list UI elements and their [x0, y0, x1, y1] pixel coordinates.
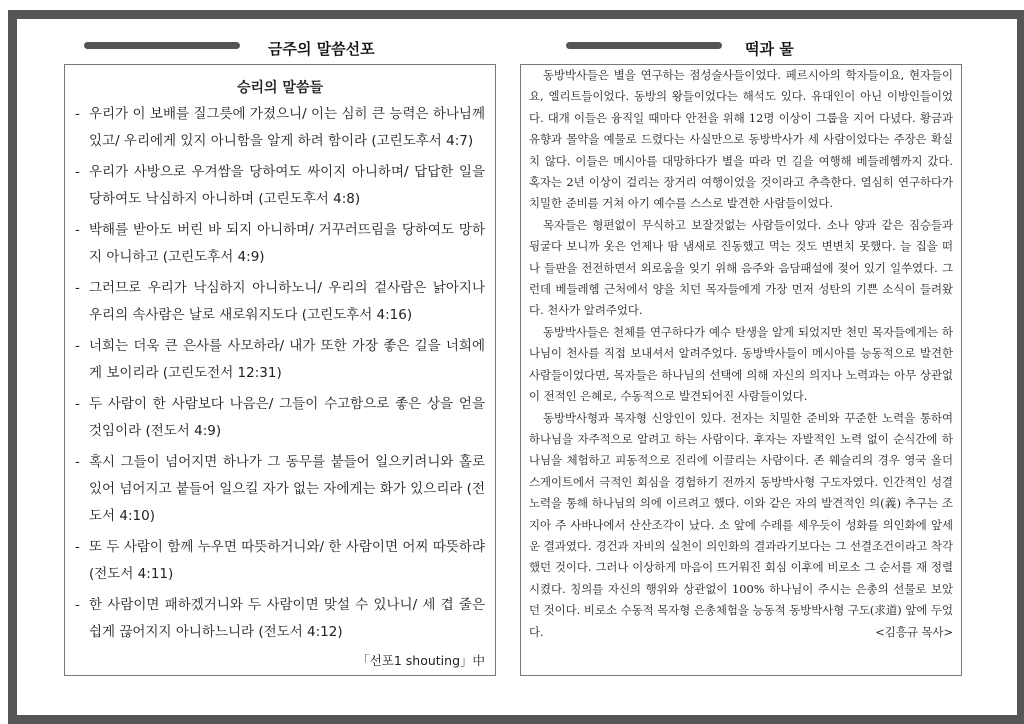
verses-title: 승리의 말씀들 — [236, 80, 324, 96]
essay-text — [521, 65, 961, 643]
verse-item — [65, 592, 495, 646]
bullet-dash: - — [75, 597, 80, 613]
verse-list — [65, 101, 495, 646]
bullet-dash: - — [75, 280, 80, 296]
left-heading-bar — [84, 42, 240, 49]
bullet-dash: - — [75, 222, 80, 238]
essay-paragraph — [529, 65, 953, 215]
bullet-dash: - — [75, 454, 80, 470]
verse-text: 두 사람이 한 사람보다 나음은/ 그들이 수고함으로 좋은 상을 얻을 것임이라 (전도서 4:9) — [89, 396, 485, 439]
bullet-dash: - — [75, 164, 80, 180]
bullet-dash: - — [75, 539, 80, 555]
verse-item — [65, 534, 495, 588]
verses-box — [64, 64, 496, 676]
verse-item — [65, 391, 495, 445]
paragraph-text: 동방박사들은 별을 연구하는 점성술사들이었다. 페르시아의 학자들이요, 현자들이요, 엘리트들이었다. 동방의 왕들이었다는 해석도 있다. 유대인이 아닌 이방인들이었다. 대개 이들은 융직일 때마다 안전을 위해 12명 이상이 그룹을 지어 다녔다. 황금과 유향과 몰약을 예물로 드렸다는 사실만으로 동방박사가 세 사람이었다는 주장은 확실치 않다. 이들은 메시아를 대망하다가 별을 따라 먼 길을 여행해 베들레헴까지 갔다. 혹자는 2년 이상이 걸리는 장거리 여행이었을 것이라고 추측한다. 열심히 연구하다가 치밀한 준비를 거쳐 아기 예수를 스스로 발견한 사람들이었다. — [529, 68, 953, 211]
bullet-dash: - — [75, 338, 80, 354]
verse-item — [65, 449, 495, 530]
verse-item — [65, 101, 495, 155]
bullet-dash: - — [75, 396, 80, 412]
verse-text: 우리가 사방으로 우겨쌈을 당하여도 싸이지 아니하며/ 답답한 일을 당하여도 낙심하지 아니하며 (고린도후서 4:8) — [89, 164, 485, 207]
verse-item — [65, 159, 495, 213]
verse-item — [65, 275, 495, 329]
verse-item — [65, 333, 495, 387]
author-signature: <김흥규 목사> — [875, 624, 953, 639]
essay-paragraph — [529, 322, 953, 408]
verse-text: 그러므로 우리가 낙심하지 아니하노니/ 우리의 겉사람은 낡아지나 우리의 속사람은 날로 새로워지도다 (고린도후서 4:16) — [89, 280, 485, 323]
verse-item — [65, 217, 495, 271]
paragraph-text: 동방박사들은 천체를 연구하다가 예수 탄생을 알게 되었지만 천민 목자들에게는 하나님이 천사를 직접 보내셔서 알려주었다. 동방박사들이 메시아를 능동적으로 발견한 사람들이었다면, 목자들은 하나님의 선택에 의해 자신의 의지나 노력과는 아무 상관없이 전적인 은혜로, 수동적으로 발견되어진 사람들이었다. — [529, 324, 953, 404]
essay-paragraph — [529, 408, 953, 643]
verse-text: 너희는 더욱 큰 은사를 사모하라/ 내가 또한 가장 좋은 길을 너희에게 보이리라 (고린도전서 12:31) — [89, 338, 485, 381]
paragraph-text: 동방박사형과 목자형 신앙인이 있다. 전자는 치밀한 준비와 꾸준한 노력을 통하여 하나님을 자주적으로 알려고 하는 사람이다. 후자는 자발적인 노력 없이 순식간에 하나님을 체험하고 피동적으로 진리에 이끌리는 사람이다. 존 웨슬리의 경우 영국 올더스게이트에서 극적인 회심을 경험하기 전까지 동방박사형 구도자였다. 인간적인 성결 노력을 통해 하나님의 의에 이르려고 했다. 이와 같은 자의 발견적인 의(義) 추구는 조지아 주 사바나에서 산산조각이 났다. 소 앞에 수레를 세우듯이 성화를 의인화에 앞세운 결과였다. 경건과 자비의 실천이 의인화의 결과라기보다는 그 선결조건이라고 착각했던 것이다. 그러나 이상하게 마음이 뜨거워진 회심 이후에 비로소 그 순서를 재 정렬시켰다. 칭의를 자신의 행위와 상관없이 100% 하나님이 주시는 은총의 선물로 보았던 것이다. 비로소 수동적 목자형 은총체험을 능동적 동방박사형 구도(求道) 앞에 두었다. — [529, 410, 953, 639]
verse-text: 우리가 이 보배를 질그릇에 가졌으니/ 이는 심히 큰 능력은 하나님께 있고/ 우리에게 있지 아니함을 알게 하려 함이라 (고린도후서 4:7) — [89, 106, 485, 149]
verse-text: 한 사람이면 패하겠거니와 두 사람이면 맞설 수 있나니/ 세 겹 줄은 쉽게 끊어지지 아니하느니라 (전도서 4:12) — [89, 597, 485, 640]
bullet-dash: - — [75, 106, 80, 122]
verse-text: 박해를 받아도 버린 바 되지 아니하며/ 거꾸러뜨림을 당하여도 망하지 아니하고 (고린도후서 4:9) — [89, 222, 485, 265]
essay-paragraph — [529, 215, 953, 322]
source-citation: 「선포1 shouting」中 — [357, 653, 485, 668]
paragraph-text: 목자들은 형편없이 무식하고 보잘것없는 사람들이었다. 소나 양과 같은 짐승들과 뒹굴다 보니까 옷은 언제나 땀 냄새로 진동했고 먹는 것도 변변치 못했다. 늘 집을 떠나 들판을 전전하면서 외로움을 잊기 위해 음주와 음담패설에 젖어 있기 일쑤였다. 그런데 베들레헴 근처에서 양을 치던 목자들에게 가장 먼저 성탄의 기쁜 소식이 들려왔다. 천사가 알려주었다. — [529, 217, 953, 318]
right-heading-bar — [566, 42, 722, 49]
essay-box — [520, 64, 962, 676]
left-heading: 금주의 말씀선포 — [268, 40, 375, 58]
verse-text: 또 두 사람이 함께 누우면 따뜻하거니와/ 한 사람이면 어찌 따뜻하랴 (전도서 4:11) — [89, 539, 485, 582]
right-heading: 떡과 물 — [745, 40, 794, 58]
verse-text: 혹시 그들이 넘어지면 하나가 그 동무를 붙들어 일으키려니와 홀로 있어 넘어지고 붙들어 일으킬 자가 없는 자에게는 화가 있으리라 (전도서 4:10) — [89, 454, 485, 524]
